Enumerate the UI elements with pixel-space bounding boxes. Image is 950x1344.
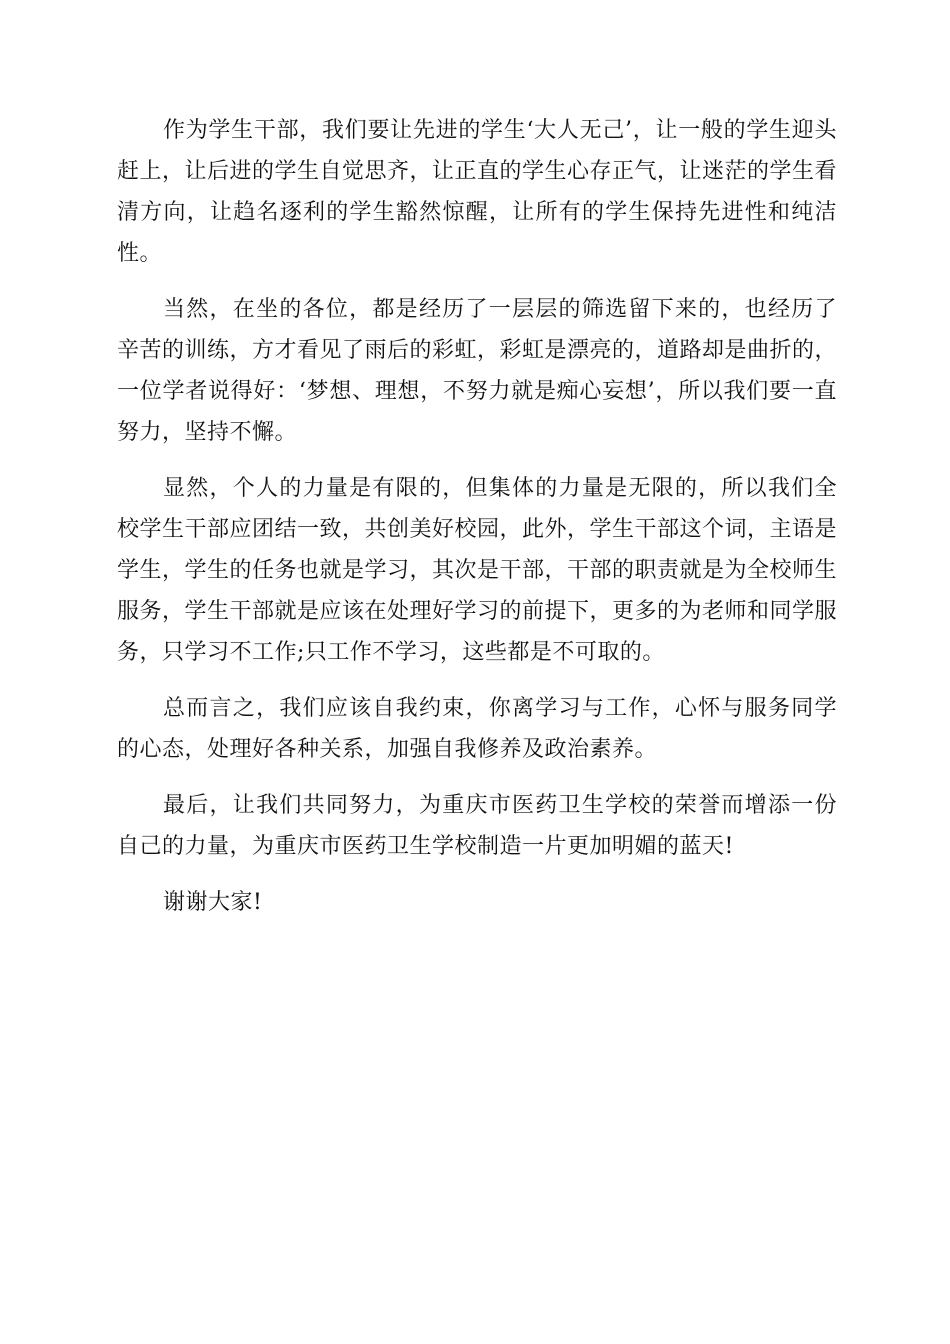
paragraph-student-cadre-role: 作为学生干部，我们要让先进的学生‘大人无己’，让一般的学生迎头赶上，让后进的学生自觉思齐，让正直的学生心存正气，让迷茫的学生看清方向，让趋名逐利的学生豁然惊醒，让所有的学生保持先进性和纯洁性。 xyxy=(117,118,838,266)
paragraph-closing: 最后，让我们共同努力，为重庆市医药卫生学校的荣誉而增添一份自己的力量，为重庆市医药卫生学校制造一片更加明媚的蓝天! xyxy=(117,793,837,859)
paragraph-perseverance: 当然，在坐的各位，都是经历了一层层的筛选留下来的，也经历了辛苦的训练，方才看见了雨后的彩虹，彩虹是漂亮的，道路却是曲折的，一位学者说得好：‘梦想、理想，不努力就是痴心妄想’，所以我们要一直努力，坚持不懈。 xyxy=(117,297,838,445)
paragraph-collective-strength: 显然，个人的力量是有限的，但集体的力量是无限的，所以我们全校学生干部应团结一致，共创美好校园，此外，学生干部这个词，主语是学生，学生的任务也就是学习，其次是干部，干部的职责就是为全校师生服务，学生干部就是应该在处理好学习的前提下，更多的为老师和同学服务，只学习不工作;只工作不学习，这些都是不可取的。 xyxy=(117,476,838,665)
paragraph-self-discipline: 总而言之，我们应该自我约束，你离学习与工作，心怀与服务同学的心态，处理好各种关系，加强自我修养及政治素养。 xyxy=(117,696,837,762)
paragraph-thanks: 谢谢大家! xyxy=(163,890,263,915)
document-body xyxy=(117,110,837,938)
